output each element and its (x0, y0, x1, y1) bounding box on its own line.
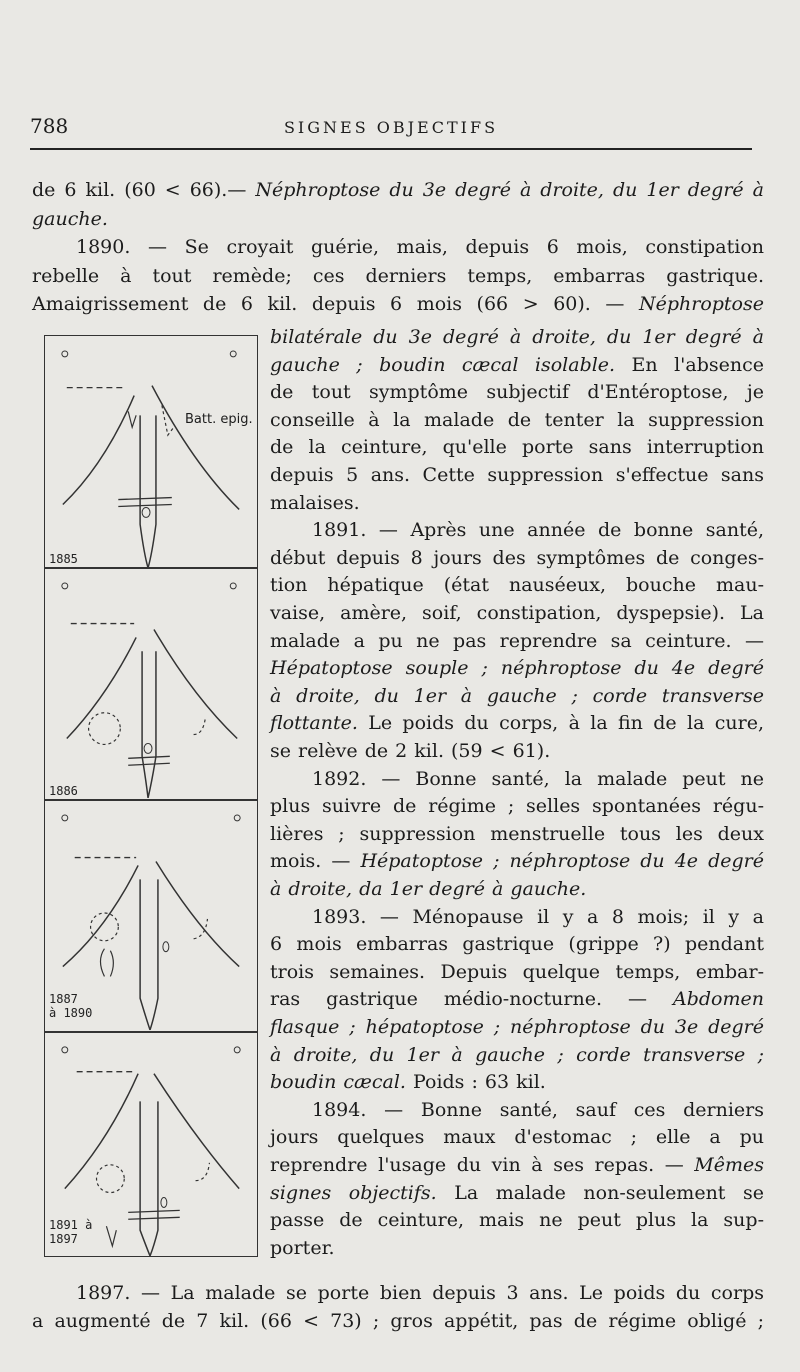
italic-text: gauche. (32, 207, 108, 230)
text-line (270, 876, 764, 902)
panel-year: 1885 (49, 552, 78, 566)
text-run: tion hépatique (état nauséeux, bouche mau- (270, 574, 764, 597)
text-run: passe de ceinture, mais ne peut plus la sup- (270, 1209, 764, 1232)
text-run: jours quelques maux d'estomac ; elle a pu (270, 1126, 764, 1149)
panel-year: 1886 (49, 784, 78, 798)
text-line (270, 959, 764, 985)
text-run: 1897. — La malade se porte bien depuis 3 ans. Le poids du corps (76, 1282, 764, 1304)
text-line (270, 1235, 764, 1261)
text-line (32, 177, 764, 203)
text-run: La malade non-seulement se (436, 1181, 764, 1204)
text-line (270, 1124, 764, 1150)
text-run: reprendre l'usage du vin à ses repas. — (270, 1154, 695, 1176)
panel-2-drawing (45, 568, 257, 800)
text-run: vaise, amère, soif, constipation, dyspepsie). La (270, 602, 764, 624)
text-run: 1891. — Après une année de bonne santé, (312, 519, 764, 542)
text-line (312, 517, 764, 543)
italic-text: signes objectifs. (270, 1181, 437, 1204)
page-header (30, 114, 752, 150)
italic-text: Hépatoptose souple ; néphroptose du 4e degré (270, 657, 764, 680)
figure-annotation: Batt. epig. (185, 412, 253, 427)
text-run: ras gastrique médio-nocturne. — (270, 988, 674, 1011)
text-run: En l'absence (615, 353, 764, 376)
text-line (270, 490, 764, 516)
italic-text: Néphroptose du 3e degré à droite, du 1er degré à (255, 179, 764, 201)
text-run: malaises. (270, 491, 360, 514)
italic-text: Abdomen (673, 988, 764, 1011)
text-line (312, 1097, 764, 1123)
text-run: rebelle à tout remède; ces derniers temps, embarras gastrique. (32, 264, 764, 287)
figure-panel-1885 (44, 335, 258, 569)
text-line (270, 434, 764, 460)
text-line (32, 263, 764, 289)
kidney-figure (44, 335, 260, 1257)
panel-1-drawing (45, 336, 257, 568)
text-line (270, 352, 764, 378)
text-run: malade a pu ne pas reprendre sa ceinture. — (270, 629, 764, 652)
text-run: 1890. — Se croyait guérie, mais, depuis 6 mois, constipation (76, 236, 764, 258)
text-line (270, 628, 764, 654)
text-line (32, 291, 764, 317)
italic-text: flasque ; hépatoptose ; néphroptose du 3e degré (270, 1016, 764, 1038)
text-line (270, 1180, 764, 1206)
text-run: plus suivre de régime ; selles spontanées régu- (270, 795, 764, 818)
text-line (270, 738, 764, 764)
text-line (270, 407, 764, 433)
figure-panel-1891-1897 (44, 1031, 258, 1257)
text-run: porter. (270, 1236, 335, 1259)
figure-panel-1886 (44, 567, 258, 801)
text-line (270, 1014, 764, 1040)
figure-panel-1887-1890 (44, 799, 258, 1033)
text-line (270, 986, 764, 1012)
text-run: depuis 5 ans. Cette suppression s'effectue sans (270, 464, 764, 486)
text-line (270, 1069, 764, 1095)
italic-text: Néphroptose (638, 293, 764, 315)
panel-year: 1887 à 1890 (49, 992, 93, 1020)
text-line (76, 1280, 764, 1306)
italic-text: gauche ; boudin cæcal isolable. (270, 353, 616, 376)
italic-text: à droite, da 1er degré à gauche. (270, 878, 587, 900)
text-line (270, 931, 764, 957)
panel-year: 1891 à 1897 (49, 1218, 93, 1246)
text-line (312, 904, 764, 930)
text-line (270, 324, 764, 350)
text-line (270, 683, 764, 709)
text-line (32, 206, 764, 232)
text-line (270, 1207, 764, 1233)
page-number: 788 (30, 114, 69, 138)
text-run: conseille à la malade de tenter la suppression (270, 408, 764, 431)
text-line (312, 766, 764, 792)
text-line (270, 1152, 764, 1178)
running-head: SIGNES OBJECTIFS (283, 118, 499, 137)
text-run: a augmenté de 7 kil. (66 < 73) ; gros appétit, pas de régime obligé ; (32, 1310, 764, 1332)
text-line (270, 600, 764, 626)
italic-text: à droite, du 1er à gauche ; corde transverse (270, 684, 764, 707)
text-line (270, 545, 764, 571)
text-run: de tout symptôme subjectif d'Entéroptose, je (270, 381, 764, 404)
text-line (270, 710, 764, 736)
italic-text: boudin cæcal. (270, 1071, 406, 1094)
italic-text: Hépatoptose ; néphroptose du 4e degré (360, 850, 764, 873)
text-line (270, 848, 764, 874)
text-run: de la ceinture, qu'elle porte sans interruption (270, 436, 764, 459)
text-run: 1893. — Ménopause il y a 8 mois; il y a (312, 905, 764, 928)
text-run: mois. — (270, 850, 361, 873)
text-run: début depuis 8 jours des symptômes de conges- (270, 546, 764, 569)
text-run: Poids : 63 kil. (405, 1071, 546, 1094)
text-line (32, 1308, 764, 1334)
text-line (270, 821, 764, 847)
text-run: Le poids du corps, à la fin de la cure, (357, 712, 764, 735)
text-run: 1894. — Bonne santé, sauf ces derniers (312, 1098, 764, 1121)
text-run: lières ; suppression menstruelle tous les deux (270, 822, 764, 845)
text-line (270, 572, 764, 598)
text-run: se relève de 2 kil. (59 < 61). (270, 740, 551, 762)
text-run: de 6 kil. (60 < 66).— (32, 179, 256, 201)
text-line (270, 462, 764, 488)
italic-text: Mêmes (694, 1154, 764, 1176)
text-run: 1892. — Bonne santé, la malade peut ne (312, 767, 764, 790)
text-line (270, 1042, 764, 1068)
text-line (270, 379, 764, 405)
italic-text: bilatérale du 3e degré à droite, du 1er degré à (270, 326, 764, 348)
text-line (270, 793, 764, 819)
italic-text: à droite, du 1er à gauche ; corde transverse ; (270, 1043, 764, 1066)
text-line (270, 655, 764, 681)
text-run: Amaigrissement de 6 kil. depuis 6 mois (66 > 60). — (32, 293, 639, 315)
text-line (76, 234, 764, 260)
text-run: 6 mois embarras gastrique (grippe ?) pendant (270, 933, 764, 956)
text-run: trois semaines. Depuis quelque temps, embar- (270, 960, 764, 983)
italic-text: flottante. (270, 712, 358, 735)
